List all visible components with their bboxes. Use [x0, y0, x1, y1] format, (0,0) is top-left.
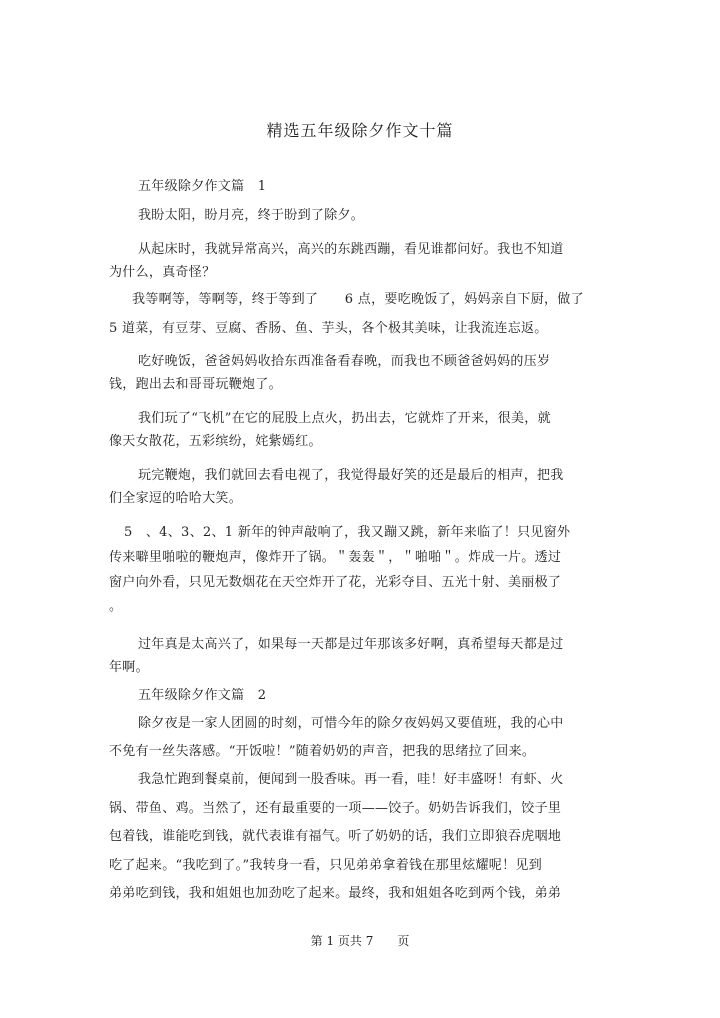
paragraph-line: 年啊。 [109, 660, 149, 675]
paragraph-line: 5 道菜，有豆芽、豆腐、香肠、鱼、芋头，各个极其美味，让我流连忘返。 [109, 321, 548, 336]
paragraph-line: 。 [109, 599, 123, 614]
paragraph-line: 包着钱，谁能吃到钱，就代表谁有福气。听了奶奶的话，我们立即狼吞虎咽地 [109, 829, 562, 844]
paragraph-line: 弟弟吃到钱，我和姐姐也加劲吃了起来。最终，我和姐姐各吃到两个钱，弟弟 [109, 886, 562, 901]
paragraph-line: 窗户向外看，只见无数烟花在天空炸开了花，光彩夺目、五光十射、美丽极了 [109, 575, 562, 590]
paragraph-line: 不免有一丝失落感。“开饭啦！”随着奶奶的声音，把我的思绪拉了回来。 [109, 744, 536, 759]
paragraph-line: 我急忙跑到餐桌前，便闻到一股香味。再一看，哇！好丰盛呀！有虾、火 [138, 772, 564, 787]
paragraph-line: 除夕夜是一家人团圆的时刻，可惜今年的除夕夜妈妈又要值班，我的心中 [138, 716, 564, 731]
paragraph-line: 我等啊等，等啊等，终于等到了 6 点，要吃晚饭了，妈妈亲自下厨，做了 [132, 292, 584, 307]
paragraph-line: 从起床时，我就异常高兴，高兴的东跳西蹦，看见谁都问好。我也不知道 [138, 242, 564, 257]
document-title: 精选五年级除夕作文十篇 [266, 121, 454, 140]
page-footer: 第 1 页共 7 页 [310, 934, 410, 948]
paragraph-line: 们全家逗的哈哈大笑。 [109, 491, 243, 506]
paragraph-line: 5 、4、3、2、1 新年的钟声敲响了，我又蹦又跳，新年来临了！只见窗外 [124, 525, 571, 540]
section-heading: 五年级除夕作文篇 1 [138, 179, 267, 194]
paragraph-line: 传来噼里啪啦的鞭炮声，像炸开了锅。＂轰轰＂，＂啪啪＂。炸成一片。透过 [109, 550, 562, 565]
paragraph-line: 锅、带鱼、鸡。当然了，还有最重要的一项——饺子。奶奶告诉我们，饺子里 [109, 801, 562, 816]
section-heading: 五年级除夕作文篇 2 [138, 688, 267, 703]
paragraph-line: 我们玩了“飞机”在它的屁股上点火，扔出去，它就炸了开来，很美，就 [138, 411, 551, 426]
paragraph-line: 吃好晚饭，爸爸妈妈收拾东西准备看春晚，而我也不顾爸爸妈妈的压岁 [138, 354, 551, 369]
paragraph-line: 我盼太阳，盼月亮，终于盼到了除夕。 [138, 208, 365, 223]
paragraph-line: 为什么，真奇怪？ [109, 265, 216, 280]
paragraph-line: 像天女散花，五彩缤纷，姹紫嫣红。 [109, 434, 322, 449]
paragraph-line: 吃了起来。“我吃到了。”我转身一看，只见弟弟拿着钱在那里炫耀呢！见到 [109, 858, 542, 873]
paragraph-line: 钱，跑出去和哥哥玩鞭炮了。 [109, 377, 282, 392]
paragraph-line: 玩完鞭炮，我们就回去看电视了，我觉得最好笑的还是最后的相声，把我 [138, 468, 564, 483]
paragraph-line: 过年真是太高兴了，如果每一天都是过年那该多好啊，真希望每天都是过 [138, 637, 564, 652]
